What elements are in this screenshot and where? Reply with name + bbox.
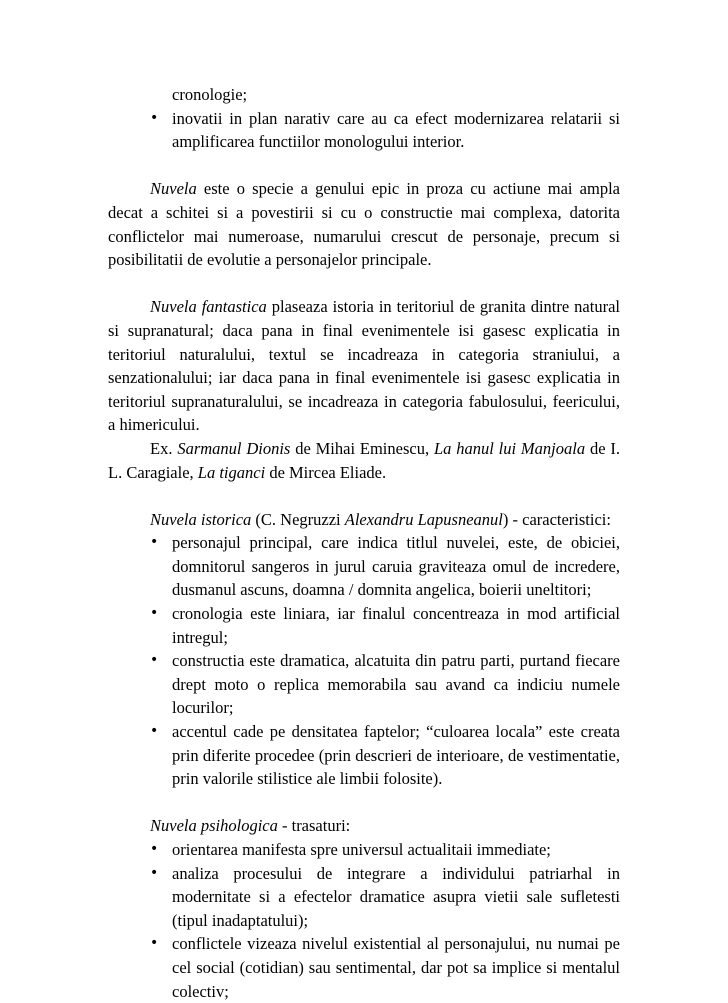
list-item: • constructia este dramatica, alcatuita din patru parti, purtand fiecare drept moto o replica memorabila sau avand ca indiciu numele locurilor; bbox=[150, 651, 620, 718]
bullet-icon: • bbox=[150, 534, 159, 551]
list-item: • cronologia este liniara, iar finalul concentreaza in mod artificial intregul; bbox=[150, 604, 620, 647]
bullet-icon: • bbox=[150, 652, 159, 669]
bullet-icon: • bbox=[150, 864, 159, 881]
work-title: La hanul lui Manjoala bbox=[433, 438, 586, 458]
list-item: • accentul cade pe densitatea faptelor; “culoarea locala” este creata prin diferite procedee (prin descrieri de interioare, de vestimentatie, prin valorile stilistice ale limbii folosite). bbox=[150, 722, 620, 789]
bullet-icon: • bbox=[150, 935, 159, 952]
bullet-icon: • bbox=[150, 841, 159, 857]
list-item: • inovatii in plan narativ care au ca efect modernizarea relatarii si amplificarea functiilor monologului interior. bbox=[150, 108, 620, 152]
psihologica-list bbox=[108, 838, 620, 1003]
examples-paragraph: Ex. Sarmanul Dionis de Mihai Eminescu, La hanul lui Manjoala de I. L. Caragiale, La tiganci de Mircea Eliade. bbox=[108, 438, 620, 482]
fantastica-paragraph: Nuvela fantastica plaseaza istoria in teritoriul de granita dintre natural si supranatural; daca pana in final evenimentele isi gasesc explicatia in teritoriul naturalului, textul se incadreaza in categoria straniului, a senzationalului; iar daca pana in final evenimentele isi gasesc explicatia in teritoriul supranaturalului, se incadreaza in categoria fabulosului, feericului, a himericului. bbox=[108, 297, 620, 435]
term-nuvela-fantastica: Nuvela fantastica bbox=[150, 297, 267, 317]
nuvela-paragraph: Nuvela este o specie a genului epic in proza cu actiune mai ampla decat a schitei si a povestirii si cu o constructie mai complexa, datorita conflictelor mai numeroase, numarului crescut de personaje, precum si posibilitatii de evolutie a personajelor principale. bbox=[108, 179, 620, 270]
continuation-line: cronologie; bbox=[172, 85, 248, 104]
top-bullet-list bbox=[108, 107, 620, 154]
psihologica-heading: Nuvela psihologica - trasaturi: bbox=[150, 816, 351, 836]
list-item: • analiza procesului de integrare a individului patriarhal in modernitate si a efectelor dramatice asupra vietii sale sufletesti (tipul inadaptatului); bbox=[150, 863, 620, 930]
istorica-heading: Nuvela istorica (C. Negruzzi Alexandru Lapusneanul) - caracteristici: bbox=[150, 509, 611, 529]
work-title: La tiganci bbox=[197, 462, 266, 482]
bullet-icon: • bbox=[150, 109, 159, 126]
term-nuvela-psihologica: Nuvela psihologica bbox=[150, 816, 278, 836]
bullet-icon: • bbox=[150, 605, 159, 622]
term-nuvela: Nuvela bbox=[150, 179, 197, 199]
bullet-icon: • bbox=[150, 723, 159, 740]
list-item: • personajul principal, care indica titlul nuvelei, este, de obiciei, domnitorul sangeros in jurul caruia graviteaza omul de incredere, dusmanul ascuns, doamna / domnita angelica, boierii uneltitori; bbox=[150, 533, 620, 600]
term-nuvela-istorica: Nuvela istorica bbox=[150, 509, 252, 529]
work-title: Sarmanul Dionis bbox=[177, 438, 291, 458]
list-item: • conflictele vizeaza nivelul existential al personajului, nu numai pe cel social (cotidian) sau sentimental, dar pot sa implice si mentalul colectiv; bbox=[150, 934, 620, 1001]
work-title: Alexandru Lapusneanul bbox=[344, 509, 503, 529]
document-body bbox=[108, 83, 620, 1003]
list-item: • orientarea manifesta spre universul actualitaii immediate; bbox=[108, 838, 620, 862]
istorica-list bbox=[108, 531, 620, 791]
